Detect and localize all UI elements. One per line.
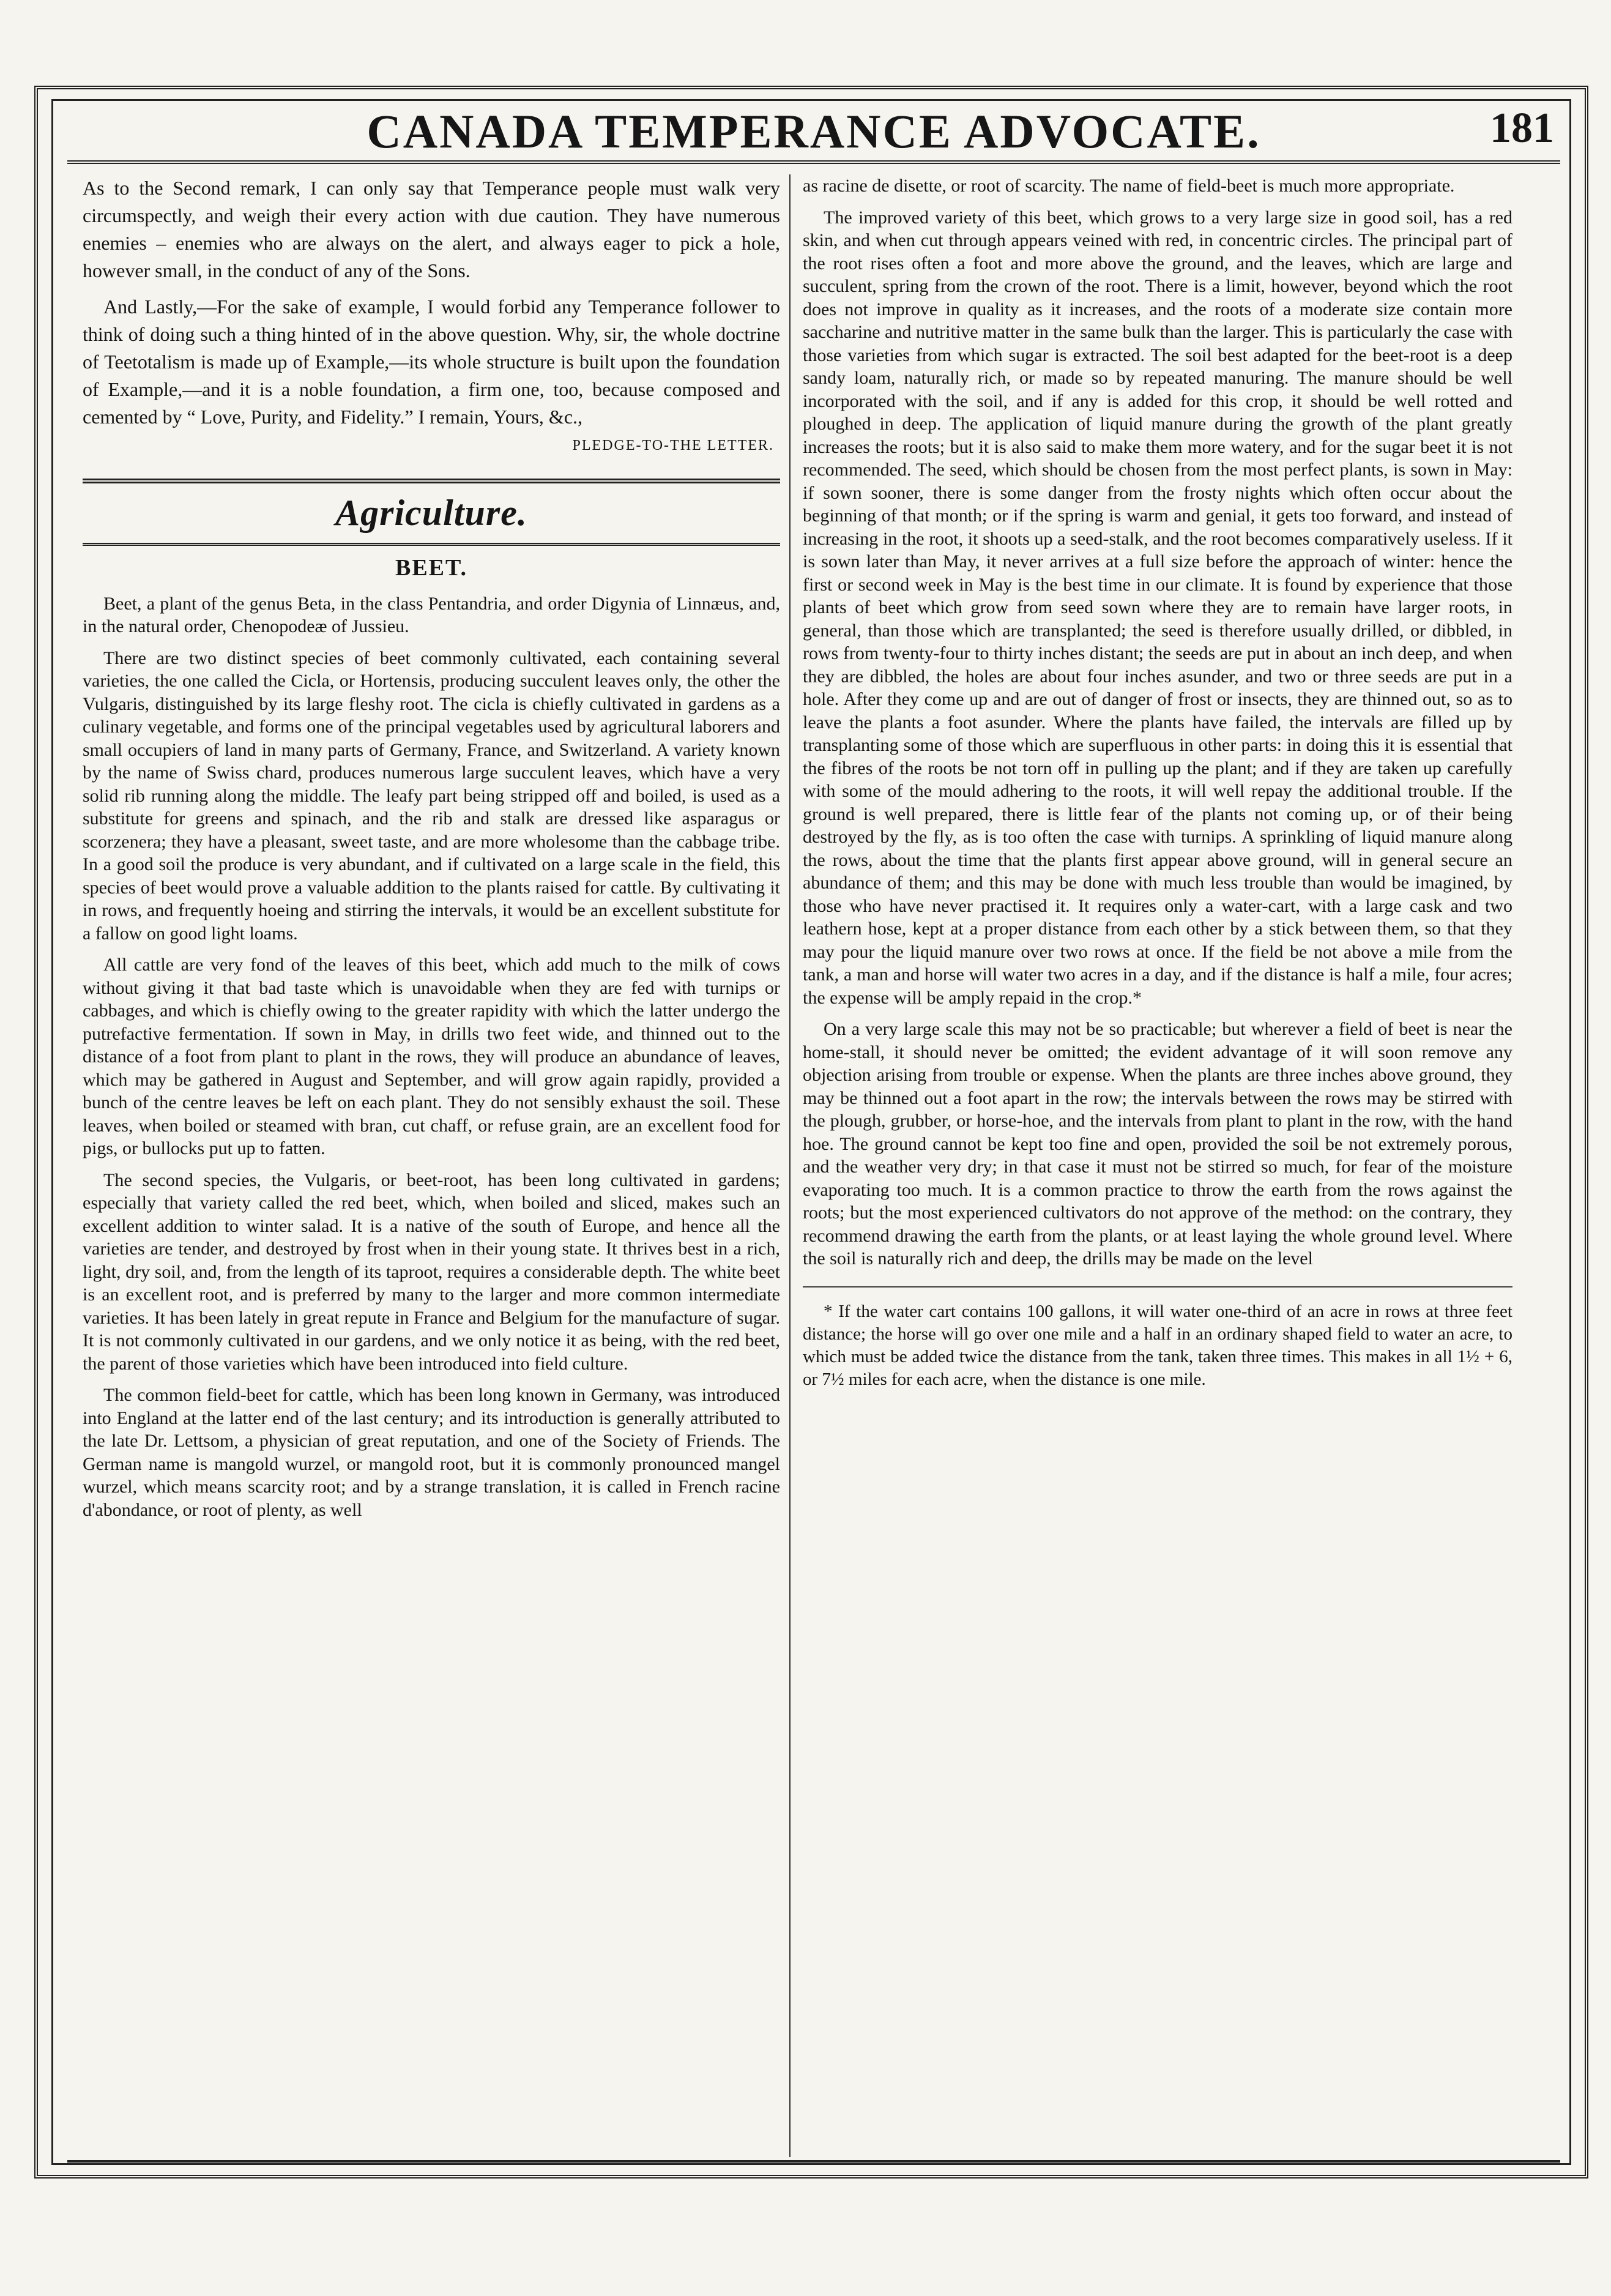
letter-paragraph-2: And Lastly,—For the sake of example, I would forbid any Temperance follower to think of doing such a thing hinted of in the above question. Why, sir, the whole doctrine of Teetotalism is made up of Example,—its whole structure is built upon the foundation of Example,—and it is a noble foundation, a firm one, too, because composed and cemented by “ Love, Purity, and Fidelity.” I remain, Yours, &c., — [83, 296, 780, 428]
right-column — [803, 174, 1512, 2296]
article-paragraph-6: as racine de disette, or root of scarcity. The name of field-beet is much more appropriate. — [803, 176, 1455, 196]
footnote: * If the water cart contains 100 gallons, it will water one-third of an acre in rows at three feet distance; the horse will go over one mile and a half in an ordinary shaped field to water an acre, to which must be added twice the distance from the tank, taken three times. This makes in all 1½ + 6, or 7½ miles for each acre, when the distance is one mile. — [803, 1301, 1512, 1389]
letter-paragraph-1: As to the Second remark, I can only say that Temperance people must walk very circumspectly, and weigh their every action with due caution. They have numerous enemies – enemies who are always on the alert, and always eager to pick a hole, however small, in the conduct of any of the Sons. — [83, 177, 780, 281]
page-number: 181 — [1490, 105, 1554, 152]
left-column — [83, 174, 780, 2296]
article-paragraph-5: The common field-beet for cattle, which has been long known in Germany, was introduced into England at the latter end of the last century; and its introduction is generally attributed to the late Dr. Lettsom, a physician of great reputation, and one of the Society of Friends. The German name is mangold wurzel, or mangold root, but it is commonly pronounced mangel wurzel, which means scarcity root; and by a strange translation, it is called in French racine d'abondance, or root of plenty, as well — [83, 1385, 780, 1520]
masthead — [67, 104, 1560, 165]
article-paragraph-4: The second species, the Vulgaris, or beet-root, has been long cultivated in gardens; especially that variety called the red beet, which, when boiled and sliced, makes such an excellent addition to winter salad. It is a native of the south of Europe, and hence all the varieties are tender, and destroyed by frost when in their young state. It thrives best in a rich, light, dry soil, and, from the length of its taproot, requires a considerable depth. The white beet is an excellent root, and is preferred by many to the larger and more common intermediate varieties. It has been lately in great repute in France and Belgium for the manufacture of sugar. It is not commonly cultivated in our gardens, and we only notice it as being, with the red beet, the parent of those varieties which have been introduced into field culture. — [83, 1169, 780, 1374]
article-paragraph-7: The improved variety of this beet, which grows to a very large size in good soil, has a red skin, and when cut through appears veined with red, in concentric circles. The principal part of the root rises often a foot and more above the ground, and the leaves, which are large and succulent, spring from the crown of the root. There is a limit, however, beyond which the root does not improve in quality as it increases, and the roots of a moderate size contain more saccharine and nutritive matter in the same bulk than the larger. This is particularly the case with those varieties from which sugar is extracted. The soil best adapted for the beet-root is a deep sandy loam, naturally rich, or made so by repeated manuring. The manure should be well incorporated with the soil, and if any is added for this crop, it should be well rotted and ploughed in deep. The application of liquid manure during the growth of the plant greatly increases the roots; but it is also said to make them more watery, and for the sugar beet it is not recommended. The seed, which should be chosen from the most perfect plants, is sown in May: if sown sooner, there is some danger from the frosty nights which often occur about the beginning of that month; or if the spring is warm and genial, it gets too forward, and instead of increasing in the root, it shoots up a seed-stalk, and the root becomes comparatively useless. If it is sown later than May, it never arrives at a full size before the approach of winter: hence the first or second week in May is the best time in our climate. It is found by experience that those plants of beet which grow from seed sown where they are to remain have larger roots, in general, than those which are transplanted; the seed is therefore usually drilled, or dibbled, in rows from twenty-four to thirty inches distant; the seeds are put in about an inch deep, and when they are dibbled, the holes are about four inches asunder, and two or three seeds are put in a hole. After they come up and are out of danger of frost or insects, they are thinned out, so as to leave the plants a foot asunder. Where the plants have failed, the intervals are filled up by transplanting some of those which are superfluous in other parts: in doing this it is essential that the fibres of the roots be not torn off in pulling up the plant; and if they are taken up carefully with some of the mould adhering to the roots, it will well repay the additional trouble. If the ground is well prepared, there is little fear of the plants not coming up, or of their being destroyed by the fly, as is too often the case with turnips. A sprinkling of liquid manure along the rows, about the time that the plants first appear above ground, will in general secure an abundance of them; and this may be done with much less trouble than would be imagined, by those who have never practised it. It requires only a water-cart, with a large cask and two leathern hose, kept at a proper distance from each other by a stick between them, so that they may pour the liquid manure over two rows at once. If the field be not above a mile from the tank, a man and horse will water two acres in a day, and if the distance is half a mile, four acres; the expense will be amply repaid in the crop.* — [803, 207, 1512, 1008]
section-rule — [83, 479, 780, 483]
heading-rule — [83, 543, 780, 546]
article-paragraph-1: Beet, a plant of the genus Beta, in the class Pentandria, and order Digynia of Linnæus, and, in the natural order, Chenopodeæ of Jussieu. — [83, 593, 780, 636]
article-title: BEET. — [395, 555, 468, 581]
publication-title: CANADA TEMPERANCE ADVOCATE. — [366, 105, 1261, 158]
letter-signature: PLEDGE-TO-THE LETTER. — [572, 438, 774, 453]
section-heading: Agriculture. — [335, 492, 527, 533]
article-paragraph-3: All cattle are very fond of the leaves of this beet, which add much to the milk of cows without giving it that bad taste which is unavoidable when they are fed with turnips or cabbages, and which is chiefly owing to the greater rapidity with which the latter undergo the putrefactive fermentation. If sown in May, in drills two feet wide, and thinned out to the distance of a foot from plant to plant in the rows, they will produce an abundance of leaves, which may be gathered in August and September, and will grow again rapidly, provided a bunch of the centre leaves be left on each plant. They do not sensibly exhaust the soil. These leaves, when boiled or steamed with bran, cut chaff, or refuse grain, are an excellent food for pigs, or bullocks put up to fatten. — [83, 955, 780, 1158]
article-paragraph-2: There are two distinct species of beet commonly cultivated, each containing several varieties, the one called the Cicla, or Hortensis, producing succulent leaves only, the other the Vulgaris, distinguished by its large fleshy root. The cicla is chiefly cultivated in gardens as a culinary vegetable, and forms one of the principal vegetables used by agricultural laborers and small occupiers of land in many parts of Germany, France, and Switzerland. A variety known by the name of Swiss chard, produces numerous large succulent leaves, which have a very solid rib running along the middle. The leafy part being stripped off and boiled, is used as a substitute for greens and spinach, and the rib and stalk are dressed like asparagus or scorzenera; they have a pleasant, sweet taste, and are more wholesome than the cabbage tribe. In a good soil the produce is very abundant, and if cultivated on a large scale in the field, this species of beet would prove a valuable addition to the plants raised for cattle. By cultivating it in rows, and frequently hoeing and stirring the intervals, it would be an excellent substitute for a fallow on good light loams. — [83, 647, 780, 944]
article-paragraph-8: On a very large scale this may not be so practicable; but wherever a field of beet is near the home-stall, it should never be omitted; the evident advantage of it will soon remove any objection arising from trouble or expense. When the plants are three inches above ground, they may be thinned out a foot apart in the row; the intervals between the rows may be stirred with the plough, grubber, or horse-hoe, and the intervals from plant to plant in the row, with the hand hoe. The ground cannot be kept too fine and open, provided the soil be not extremely porous, and the weather very dry; in that case it must not be stirred so much, for fear of the moisture evaporating too much. It is a common practice to throw the earth from the rows against the roots; but the most experienced cultivators do not approve of the method: on the contrary, they recommend drawing the earth from the plants, or at least laying the whole ground level. Where the soil is naturally rich and deep, the drills may be made on the level — [803, 1019, 1512, 1269]
bottom-rule — [67, 2160, 1560, 2163]
masthead-rule — [67, 160, 1560, 164]
footnote-rule — [803, 1286, 1512, 1288]
column-divider — [789, 174, 791, 2157]
